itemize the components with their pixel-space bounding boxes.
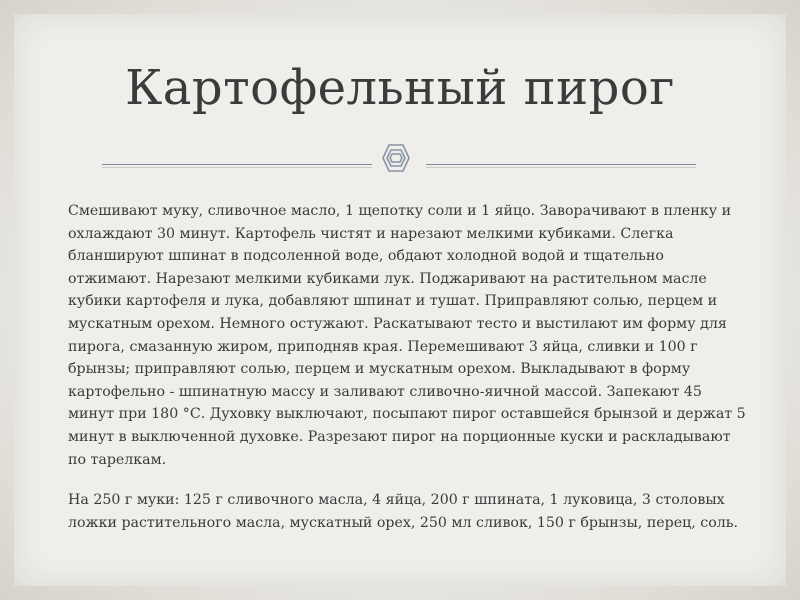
divider-line-left [102, 164, 372, 165]
slide-title: Картофельный пирог [125, 60, 675, 116]
recipe-instructions: Смешивают муку, сливочное масло, 1 щепотку соли и 1 яйцо. Заворачивают в пленку и охлаждают 30 минут. Картофель чистят и нарезают мелкими кубиками. Слегка бланшируют шпинат в подсоленной воде, обдают холодной водой и тщательно отжимают. Нарезают мелкими кубиками лук. Поджаривают на растительном масле кубики картофеля и лука, добавляют шпинат и тушат. Приправляют солью, перцем и мускатным орехом. Немного остужают. Раскатывают тесто и выстилают им форму для пирога, смазанную жиром, приподняв края. Перемешивают 3 яйца, сливки и 100 г брынзы; приправляют солью, перцем и мускатным орехом. Выкладывают в форму картофельно - шпинатную массу и заливают сливочно-яичной массой. Запекают 45 минут при 180 °С. Духовку выключают, посыпают пирог оставшейся брынзой и держат 5 минут в выключенной духовке. Разрезают пирог на порционные куски и раскладывают по тарелкам. [68, 203, 746, 468]
divider-line-right [426, 164, 696, 165]
slide-body [68, 200, 748, 534]
recipe-ingredients: На 250 г муки: 125 г сливочного масла, 4 яйца, 200 г шпината, 1 луковица, 3 столовых ложки растительного масла, мускатный орех, 250 мл сливок, 150 г брынзы, перец, соль. [68, 492, 739, 531]
ornament-icon [379, 141, 413, 175]
